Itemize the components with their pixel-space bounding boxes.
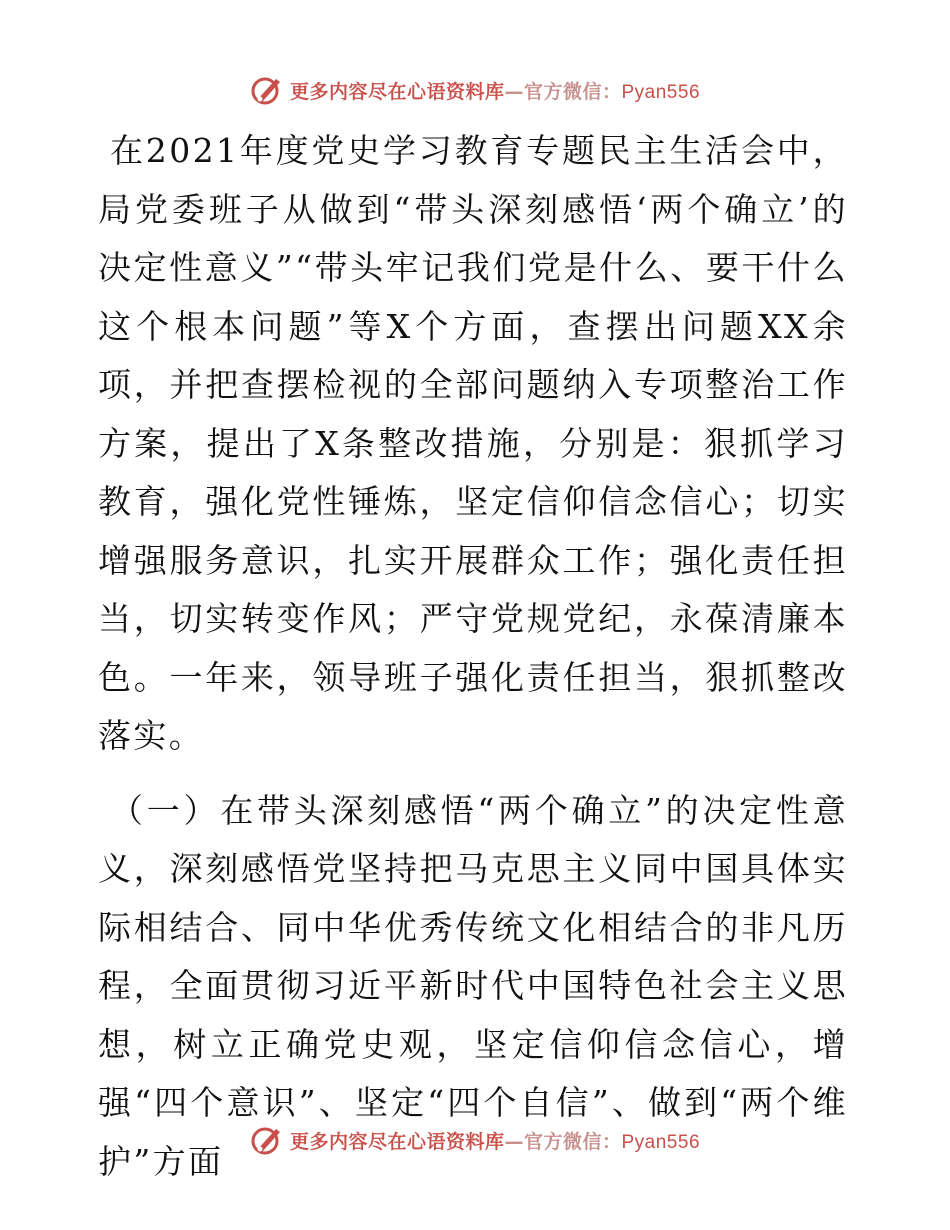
watermark-contact: 官方微信： (523, 1130, 622, 1153)
watermark-brand: 更多内容尽在心语资料库 (289, 80, 505, 103)
watermark-text (290, 1127, 700, 1154)
watermark-text (290, 77, 700, 104)
watermark-separator: — (504, 1130, 524, 1153)
watermark-id: Pyan556 (621, 81, 701, 103)
paragraph-intro: 在2021年度党史学习教育专题民主生活会中，局党委班子从做到“带头深刻感悟‘两个确立’的决定性意义”“带头牢记我们党是什么、要干什么这个根本问题”等X个方面，查摆出问题XX余项，并把查摆检视的全部问题纳入专项整治工作方案，提出了X条整改措施，分别是：狠抓学习教育，强化党性锤炼，坚定信仰信念信心；切实增强服务意识，扎实开展群众工作；强化责任担当，切实转变作风；严守党规党纪，永葆清廉本色。一年来，领导班子强化责任担当，狠抓整改落实。 (98, 131, 848, 755)
paragraph-section-1: （一）在带头深刻感悟“两个确立”的决定性意义，深刻感悟党坚持把马克思主义同中国具体实际相结合、同中华优秀传统文化相结合的非凡历程，全面贯彻习近平新时代中国特色社会主义思想，树立正确党史观，坚定信仰信念信心，增强“四个意识”、坚定“四个自信”、做到“两个维护”方面 (98, 790, 848, 1181)
watermark-separator: — (504, 80, 524, 103)
watermark-footer (0, 1120, 950, 1160)
pen-logo-icon (250, 1123, 284, 1157)
document-body (98, 122, 848, 1191)
watermark-brand: 更多内容尽在心语资料库 (289, 1130, 505, 1153)
watermark-contact: 官方微信： (523, 80, 622, 103)
watermark-id: Pyan556 (621, 1131, 701, 1153)
pen-logo-icon (250, 73, 284, 107)
watermark-header (0, 70, 950, 110)
